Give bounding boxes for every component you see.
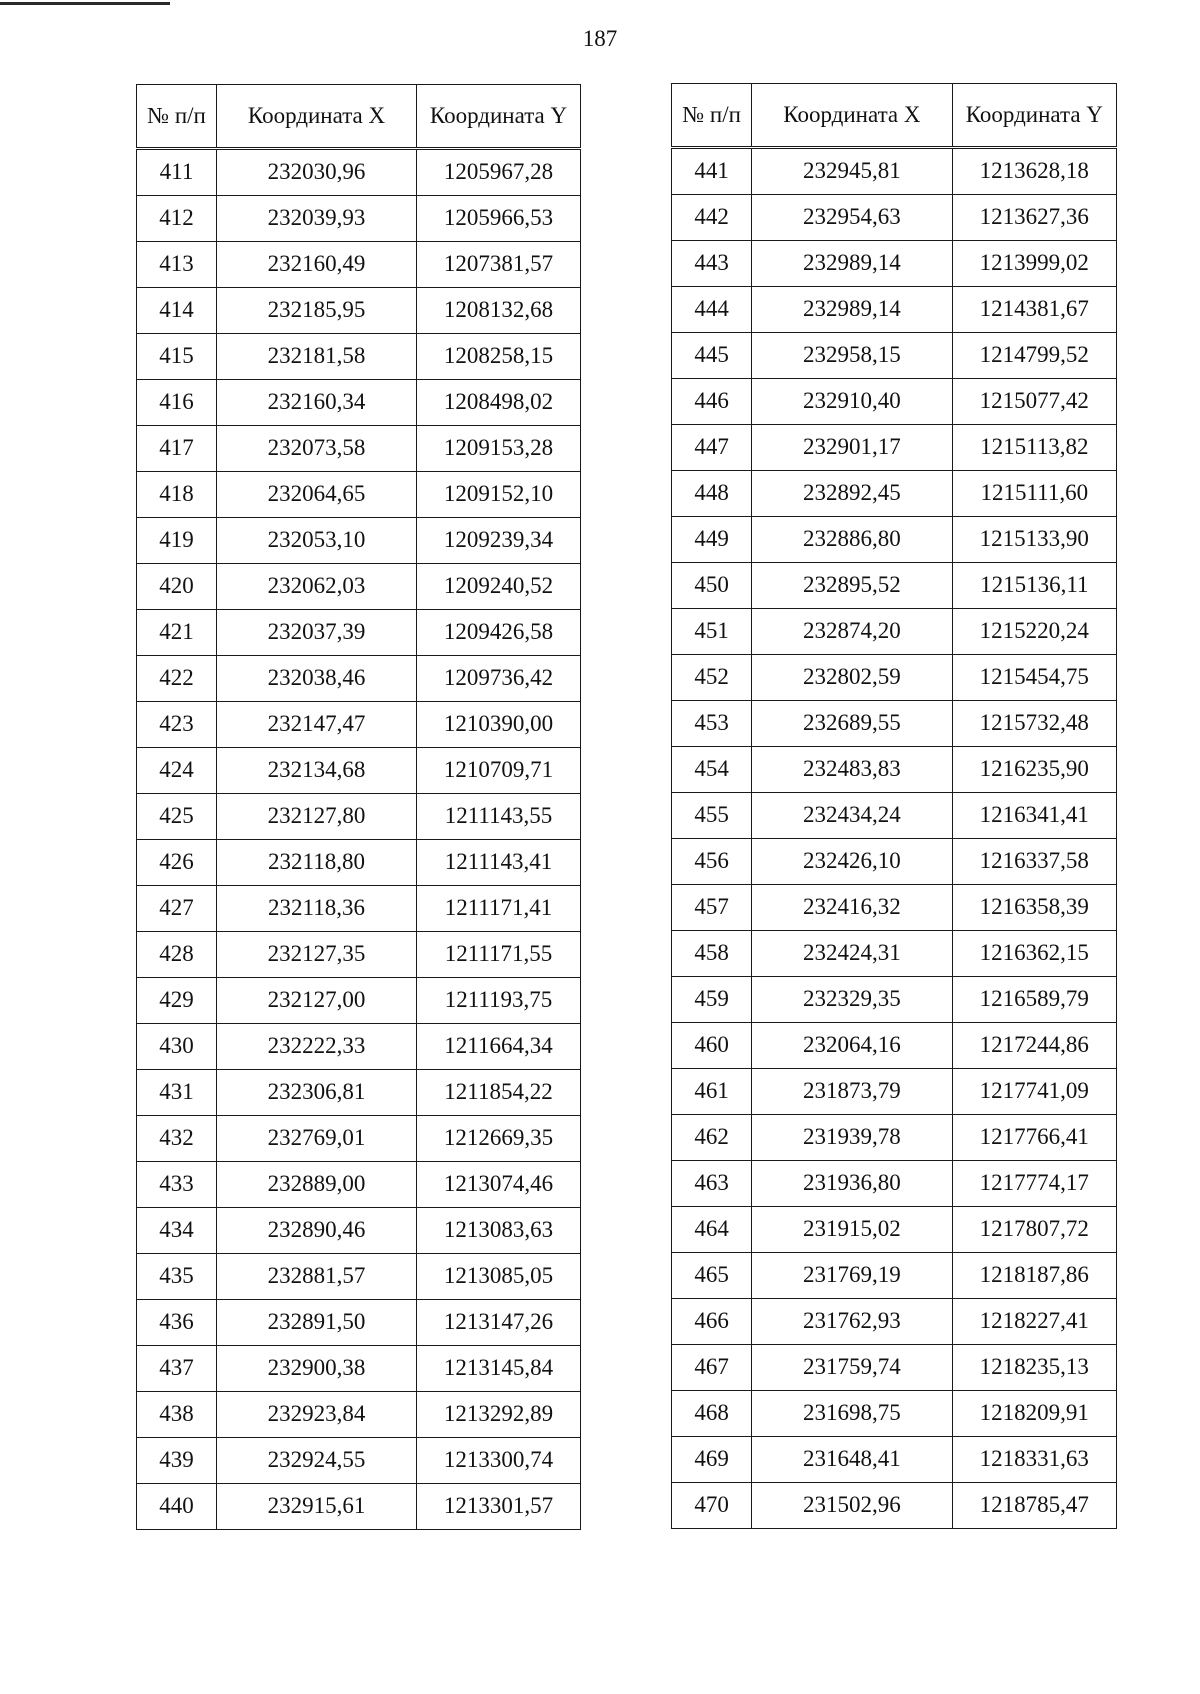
coordinate-y-cell: 1205967,28 [417,149,581,196]
coordinate-y-cell: 1215133,90 [952,517,1116,563]
table-row [672,517,1117,563]
coordinate-x-cell: 232160,34 [217,380,417,426]
table-row [672,655,1117,701]
coordinate-y-cell: 1209239,34 [417,518,581,564]
point-number-cell: 447 [672,425,752,471]
table-row [137,149,581,196]
coordinate-x-cell: 232185,95 [217,288,417,334]
point-number-cell: 441 [672,148,752,195]
coordinate-x-cell: 232924,55 [217,1438,417,1484]
table-row [137,840,581,886]
coordinate-x-cell: 232038,46 [217,656,417,702]
coordinate-x-cell: 231762,93 [752,1299,952,1345]
table-row [137,794,581,840]
point-number-cell: 432 [137,1116,217,1162]
table-row [137,1070,581,1116]
coordinate-x-cell: 232900,38 [217,1346,417,1392]
point-number-cell: 422 [137,656,217,702]
table-header-row [137,85,581,149]
point-number-cell: 428 [137,932,217,978]
point-number-cell: 419 [137,518,217,564]
table-row [137,1116,581,1162]
coordinate-y-cell: 1218227,41 [952,1299,1116,1345]
coordinate-y-cell: 1217244,86 [952,1023,1116,1069]
table-row [672,287,1117,333]
coordinate-y-cell: 1213145,84 [417,1346,581,1392]
coordinate-x-cell: 232127,00 [217,978,417,1024]
table-row [137,748,581,794]
point-number-cell: 423 [137,702,217,748]
table-body-left [137,149,581,1530]
point-number-cell: 442 [672,195,752,241]
coordinate-y-cell: 1211143,41 [417,840,581,886]
point-number-cell: 461 [672,1069,752,1115]
coordinate-y-cell: 1213300,74 [417,1438,581,1484]
coordinate-x-cell: 231759,74 [752,1345,952,1391]
coordinates-table-right [671,83,1117,1529]
coordinate-y-cell: 1216337,58 [952,839,1116,885]
coordinate-y-cell: 1217741,09 [952,1069,1116,1115]
coordinate-y-cell: 1210390,00 [417,702,581,748]
coordinate-x-cell: 232053,10 [217,518,417,564]
point-number-cell: 414 [137,288,217,334]
table-row [672,701,1117,747]
point-number-cell: 411 [137,149,217,196]
point-number-cell: 444 [672,287,752,333]
coordinate-y-cell: 1215732,48 [952,701,1116,747]
point-number-cell: 417 [137,426,217,472]
point-number-cell: 466 [672,1299,752,1345]
table-row [137,426,581,472]
point-number-cell: 435 [137,1254,217,1300]
coordinate-y-cell: 1209240,52 [417,564,581,610]
coordinate-x-cell: 232134,68 [217,748,417,794]
coordinate-x-cell: 231769,19 [752,1253,952,1299]
coordinate-x-cell: 232958,15 [752,333,952,379]
coordinate-x-cell: 232118,80 [217,840,417,886]
point-number-cell: 437 [137,1346,217,1392]
coordinate-y-cell: 1214381,67 [952,287,1116,333]
table-row [672,333,1117,379]
table-row [137,380,581,426]
coordinate-x-cell: 232127,35 [217,932,417,978]
coordinate-y-cell: 1211171,55 [417,932,581,978]
point-number-cell: 445 [672,333,752,379]
coordinate-y-cell: 1213147,26 [417,1300,581,1346]
coordinate-y-cell: 1213999,02 [952,241,1116,287]
coordinate-x-cell: 232127,80 [217,794,417,840]
table-row [672,1023,1117,1069]
point-number-cell: 430 [137,1024,217,1070]
point-number-cell: 434 [137,1208,217,1254]
table-row [672,977,1117,1023]
coordinate-y-cell: 1216362,15 [952,931,1116,977]
coordinate-x-cell: 232915,61 [217,1484,417,1530]
table-row [137,564,581,610]
point-number-cell: 456 [672,839,752,885]
coordinate-x-cell: 232910,40 [752,379,952,425]
coordinate-y-cell: 1209736,42 [417,656,581,702]
page-number: 187 [582,26,618,51]
point-number-cell: 454 [672,747,752,793]
coordinate-x-cell: 232923,84 [217,1392,417,1438]
header-coordinate-x: Координата X [752,84,952,148]
coordinate-y-cell: 1213085,05 [417,1254,581,1300]
coordinate-y-cell: 1211664,34 [417,1024,581,1070]
table-row [672,471,1117,517]
coordinate-x-cell: 232890,46 [217,1208,417,1254]
coordinate-y-cell: 1211171,41 [417,886,581,932]
point-number-cell: 421 [137,610,217,656]
point-number-cell: 416 [137,380,217,426]
coordinate-x-cell: 232424,31 [752,931,952,977]
coordinate-x-cell: 232306,81 [217,1070,417,1116]
point-number-cell: 436 [137,1300,217,1346]
point-number-cell: 424 [137,748,217,794]
coordinate-y-cell: 1208498,02 [417,380,581,426]
point-number-cell: 455 [672,793,752,839]
table-row [137,242,581,288]
table-row [137,1484,581,1530]
table-row [672,793,1117,839]
point-number-cell: 463 [672,1161,752,1207]
coordinate-y-cell: 1213628,18 [952,148,1116,195]
table-row [137,610,581,656]
table-row [672,1161,1117,1207]
table-row [137,288,581,334]
coordinate-x-cell: 231873,79 [752,1069,952,1115]
table-row [672,1299,1117,1345]
point-number-cell: 420 [137,564,217,610]
table-row [672,885,1117,931]
coordinate-x-cell: 232881,57 [217,1254,417,1300]
table-row [137,472,581,518]
table-row [137,978,581,1024]
coordinate-x-cell: 232147,47 [217,702,417,748]
coordinate-y-cell: 1208132,68 [417,288,581,334]
coordinate-x-cell: 231648,41 [752,1437,952,1483]
coordinate-y-cell: 1213301,57 [417,1484,581,1530]
coordinate-x-cell: 232945,81 [752,148,952,195]
coordinate-x-cell: 232989,14 [752,241,952,287]
coordinate-y-cell: 1215454,75 [952,655,1116,701]
coordinate-x-cell: 232329,35 [752,977,952,1023]
coordinate-y-cell: 1211854,22 [417,1070,581,1116]
point-number-cell: 413 [137,242,217,288]
coordinate-x-cell: 231915,02 [752,1207,952,1253]
header-number: № п/п [137,85,217,149]
coordinate-y-cell: 1217774,17 [952,1161,1116,1207]
coordinate-y-cell: 1205966,53 [417,196,581,242]
point-number-cell: 439 [137,1438,217,1484]
coordinate-x-cell: 232954,63 [752,195,952,241]
point-number-cell: 451 [672,609,752,655]
point-number-cell: 460 [672,1023,752,1069]
header-coordinate-y: Координата Y [417,85,581,149]
coordinate-x-cell: 232689,55 [752,701,952,747]
coordinate-y-cell: 1215136,11 [952,563,1116,609]
point-number-cell: 462 [672,1115,752,1161]
point-number-cell: 425 [137,794,217,840]
table-row [137,1162,581,1208]
table-row [137,1392,581,1438]
point-number-cell: 458 [672,931,752,977]
point-number-cell: 427 [137,886,217,932]
coordinate-y-cell: 1211193,75 [417,978,581,1024]
coordinate-y-cell: 1215111,60 [952,471,1116,517]
coordinate-x-cell: 231698,75 [752,1391,952,1437]
table-row [137,196,581,242]
point-number-cell: 415 [137,334,217,380]
table-row [672,195,1117,241]
table-row [137,518,581,564]
table-row [672,1253,1117,1299]
table-row [137,702,581,748]
table-row [137,1024,581,1070]
coordinate-x-cell: 232874,20 [752,609,952,655]
coordinate-y-cell: 1217807,72 [952,1207,1116,1253]
coordinate-y-cell: 1217766,41 [952,1115,1116,1161]
coordinate-x-cell: 232895,52 [752,563,952,609]
point-number-cell: 459 [672,977,752,1023]
coordinate-y-cell: 1218331,63 [952,1437,1116,1483]
coordinate-y-cell: 1215113,82 [952,425,1116,471]
table-row [137,886,581,932]
coordinate-x-cell: 232989,14 [752,287,952,333]
coordinate-y-cell: 1218235,13 [952,1345,1116,1391]
coordinate-x-cell: 232416,32 [752,885,952,931]
point-number-cell: 446 [672,379,752,425]
table-row [672,1391,1117,1437]
table-row [137,932,581,978]
coordinate-x-cell: 232181,58 [217,334,417,380]
table-row [672,1437,1117,1483]
point-number-cell: 449 [672,517,752,563]
table-row [672,1207,1117,1253]
point-number-cell: 418 [137,472,217,518]
coordinate-x-cell: 231939,78 [752,1115,952,1161]
coordinate-x-cell: 232901,17 [752,425,952,471]
point-number-cell: 438 [137,1392,217,1438]
coordinate-y-cell: 1207381,57 [417,242,581,288]
coordinate-y-cell: 1216358,39 [952,885,1116,931]
coordinate-y-cell: 1209152,10 [417,472,581,518]
coordinate-y-cell: 1218209,91 [952,1391,1116,1437]
coordinate-x-cell: 232064,65 [217,472,417,518]
coordinates-table-left [136,84,581,1530]
coordinate-x-cell: 232892,45 [752,471,952,517]
point-number-cell: 429 [137,978,217,1024]
table-row [672,379,1117,425]
table-row [137,1346,581,1392]
point-number-cell: 426 [137,840,217,886]
table-row [137,656,581,702]
coordinate-x-cell: 231502,96 [752,1483,952,1529]
coordinate-x-cell: 232802,59 [752,655,952,701]
header-number: № п/п [672,84,752,148]
coordinate-x-cell: 232886,80 [752,517,952,563]
table-body-right [672,148,1117,1529]
coordinate-x-cell: 232483,83 [752,747,952,793]
table-row [137,1254,581,1300]
coordinate-y-cell: 1213292,89 [417,1392,581,1438]
coordinate-y-cell: 1215220,24 [952,609,1116,655]
table-row [672,839,1117,885]
table-row [672,563,1117,609]
point-number-cell: 452 [672,655,752,701]
coordinate-y-cell: 1215077,42 [952,379,1116,425]
coordinate-x-cell: 232891,50 [217,1300,417,1346]
coordinate-y-cell: 1209426,58 [417,610,581,656]
coordinate-y-cell: 1216341,41 [952,793,1116,839]
coordinate-x-cell: 232434,24 [752,793,952,839]
point-number-cell: 465 [672,1253,752,1299]
table-row [137,1438,581,1484]
coordinate-y-cell: 1214799,52 [952,333,1116,379]
coordinate-y-cell: 1216235,90 [952,747,1116,793]
coordinate-y-cell: 1213074,46 [417,1162,581,1208]
coordinate-y-cell: 1208258,15 [417,334,581,380]
point-number-cell: 469 [672,1437,752,1483]
table-row [672,1483,1117,1529]
coordinate-x-cell: 232062,03 [217,564,417,610]
point-number-cell: 470 [672,1483,752,1529]
point-number-cell: 448 [672,471,752,517]
table-row [672,1345,1117,1391]
coordinate-y-cell: 1211143,55 [417,794,581,840]
coordinate-x-cell: 231936,80 [752,1161,952,1207]
coordinate-x-cell: 232222,33 [217,1024,417,1070]
coordinate-y-cell: 1218187,86 [952,1253,1116,1299]
coordinate-y-cell: 1213083,63 [417,1208,581,1254]
coordinate-x-cell: 232064,16 [752,1023,952,1069]
point-number-cell: 467 [672,1345,752,1391]
coordinate-y-cell: 1216589,79 [952,977,1116,1023]
point-number-cell: 464 [672,1207,752,1253]
coordinate-y-cell: 1209153,28 [417,426,581,472]
coordinate-x-cell: 232073,58 [217,426,417,472]
coordinate-x-cell: 232160,49 [217,242,417,288]
point-number-cell: 431 [137,1070,217,1116]
coordinate-x-cell: 232039,93 [217,196,417,242]
table-row [672,1115,1117,1161]
table-row [137,1300,581,1346]
table-header-row [672,84,1117,148]
table-row [137,1208,581,1254]
point-number-cell: 450 [672,563,752,609]
point-number-cell: 443 [672,241,752,287]
coordinate-x-cell: 232769,01 [217,1116,417,1162]
header-coordinate-x: Координата X [217,85,417,149]
point-number-cell: 433 [137,1162,217,1208]
table-row [672,1069,1117,1115]
table-row [672,609,1117,655]
point-number-cell: 457 [672,885,752,931]
point-number-cell: 453 [672,701,752,747]
coordinate-y-cell: 1218785,47 [952,1483,1116,1529]
point-number-cell: 412 [137,196,217,242]
coordinate-y-cell: 1210709,71 [417,748,581,794]
coordinate-x-cell: 232426,10 [752,839,952,885]
coordinate-x-cell: 232030,96 [217,149,417,196]
table-row [672,747,1117,793]
table-row [672,148,1117,195]
coordinate-y-cell: 1213627,36 [952,195,1116,241]
header-coordinate-y: Координата Y [952,84,1116,148]
table-row [672,931,1117,977]
scan-artifact-line [0,2,170,5]
coordinate-x-cell: 232118,36 [217,886,417,932]
coordinate-x-cell: 232889,00 [217,1162,417,1208]
coordinate-x-cell: 232037,39 [217,610,417,656]
point-number-cell: 440 [137,1484,217,1530]
table-row [672,425,1117,471]
coordinate-y-cell: 1212669,35 [417,1116,581,1162]
table-row [672,241,1117,287]
table-row [137,334,581,380]
point-number-cell: 468 [672,1391,752,1437]
